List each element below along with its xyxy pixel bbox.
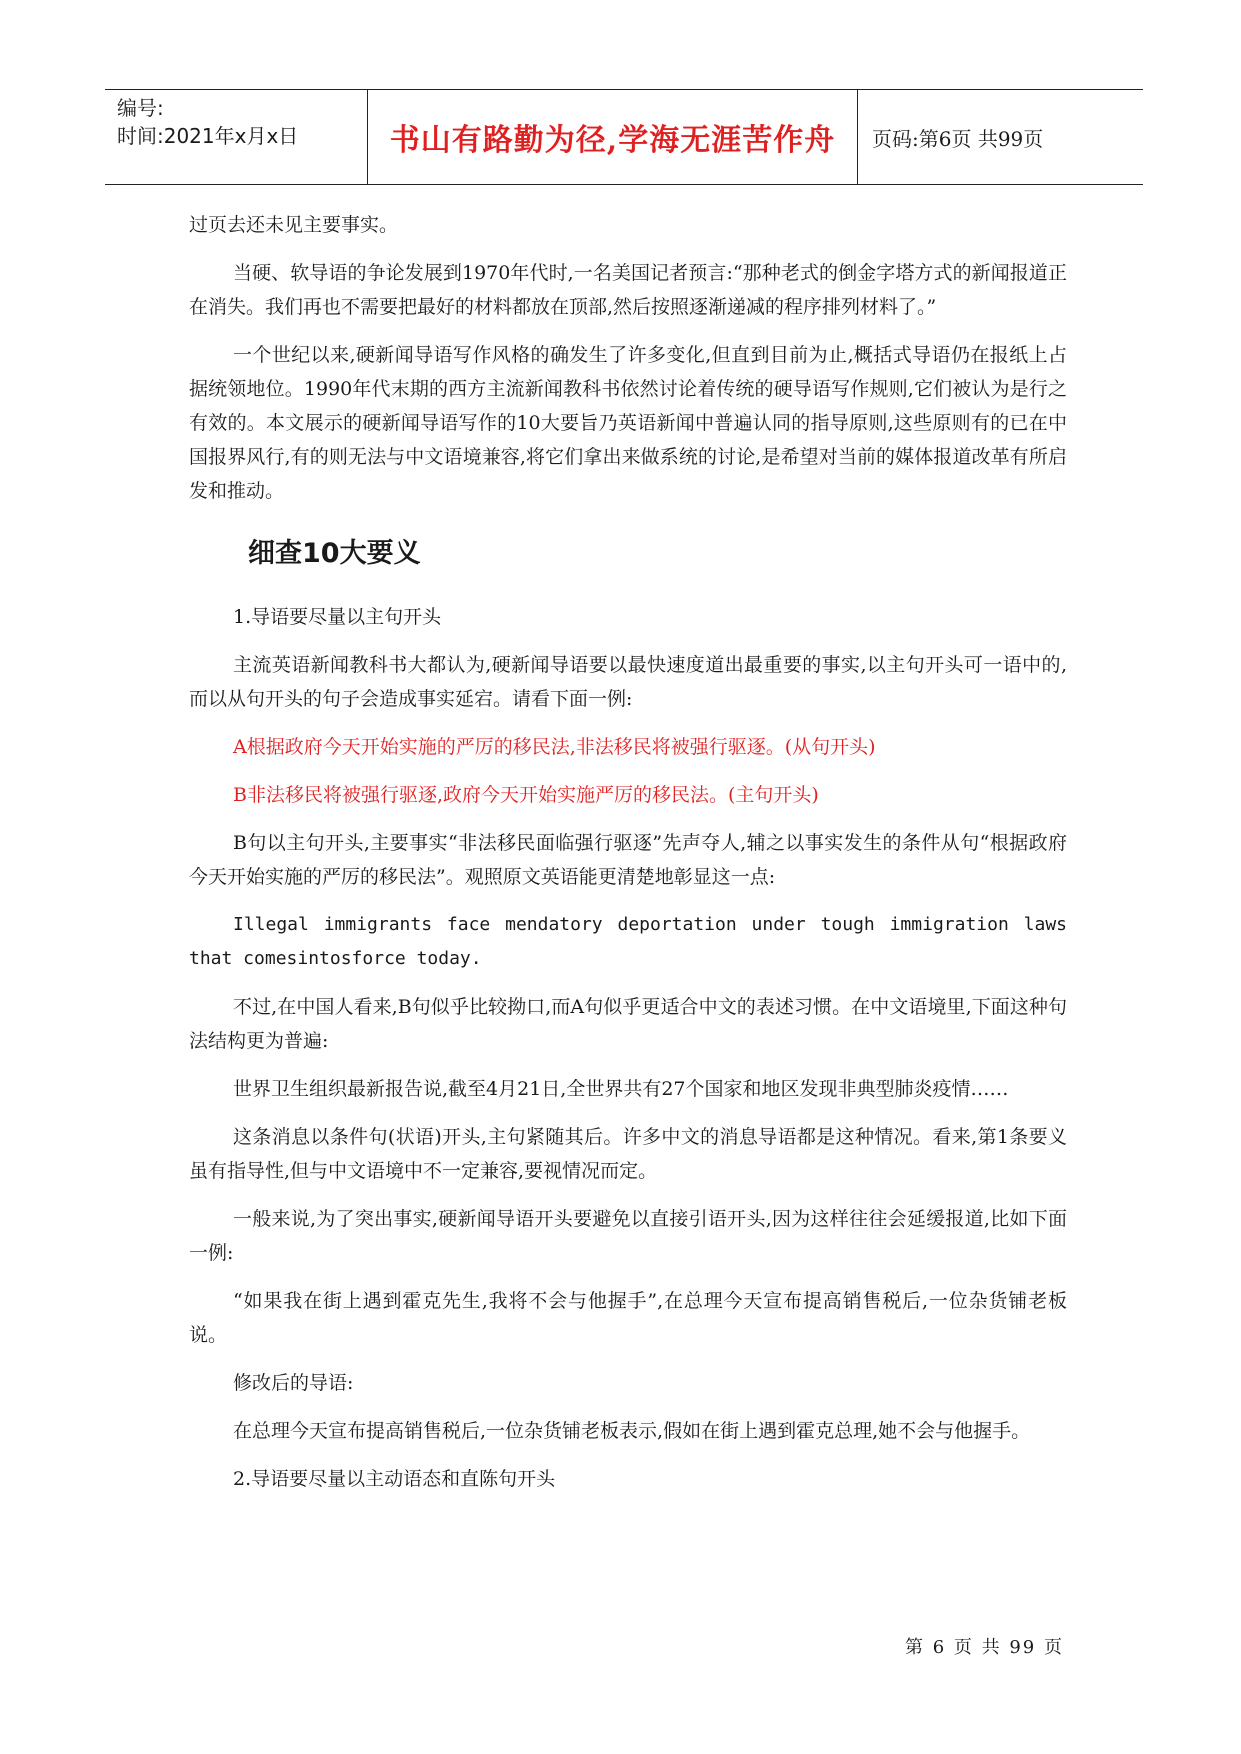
paragraph: B句以主句开头,主要事实“非法移民面临强行驱逐”先声夺人,辅之以事实发生的条件从句“根据政府今天开始实施的严厉的移民法”。观照原文英语能更清楚地彰显这一点:: [189, 832, 1067, 888]
paragraph: 修改后的导语:: [233, 1372, 354, 1394]
paragraph: 过页去还未见主要事实。: [189, 214, 399, 236]
section-title: 细查10大要义: [248, 538, 421, 569]
header-motto: 书山有路勤为径,学海无涯苦作舟: [368, 90, 858, 184]
paragraph: 世界卫生组织最新报告说,截至4月21日,全世界共有27个国家和地区发现非典型肺炎疫情……: [233, 1078, 1009, 1100]
header-meta-cell: [105, 90, 368, 184]
paragraph: 一个世纪以来,硬新闻导语写作风格的确发生了许多变化,但直到目前为止,概括式导语仍在报纸上占据统领地位。1990年代末期的西方主流新闻教科书依然讨论着传统的硬导语写作规则,它们被认为是行之有效的。本文展示的硬新闻导语写作的10大要旨乃英语新闻中普遍认同的指导原则,这些原则有的已在中国报界风行,有的则无法与中文语境兼容,将它们拿出来做系统的讨论,是希望对当前的媒体报道改革有所启发和推动。: [189, 344, 1067, 502]
paragraph: 这条消息以条件句(状语)开头,主句紧随其后。许多中文的消息导语都是这种情况。看来,第1条要义虽有指导性,但与中文语境中不一定兼容,要视情况而定。: [189, 1126, 1067, 1182]
time-label: 时间:2021年x月x日: [117, 124, 299, 148]
paragraph: “如果我在街上遇到霍克先生,我将不会与他握手”,在总理今天宣布提高销售税后,一位杂货铺老板说。: [189, 1290, 1067, 1346]
paragraph: 不过,在中国人看来,B句似乎比较拗口,而A句似乎更适合中文的表述习惯。在中文语境里,下面这种句法结构更为普遍:: [189, 996, 1067, 1052]
header-page-label: 页码:第6页 共99页: [872, 126, 1044, 151]
paragraph: 当硬、软导语的争论发展到1970年代时,一名美国记者预言:“那种老式的倒金字塔方式的新闻报道正在消失。我们再也不需要把最好的材料都放在顶部,然后按照逐渐递减的程序排列材料了。”: [189, 262, 1067, 318]
number-label: 编号:: [117, 96, 164, 120]
paragraph: 2.导语要尽量以主动语态和直陈句开头: [233, 1468, 556, 1490]
english-example: Illegal immigrants face mendatory deportation under tough immigration laws that comesintosforce today.: [189, 914, 1067, 969]
document-body: [189, 208, 1067, 1510]
document-header: [105, 89, 1143, 185]
paragraph: 1.导语要尽量以主句开头: [233, 606, 442, 628]
paragraph: 主流英语新闻教科书大都认为,硬新闻导语要以最快速度道出最重要的事实,以主句开头可一语中的,而以从句开头的句子会造成事实延宕。请看下面一例:: [189, 654, 1067, 710]
page-footer: 第 6 页 共 99 页: [905, 1637, 1064, 1658]
paragraph: 在总理今天宣布提高销售税后,一位杂货铺老板表示,假如在街上遇到霍克总理,她不会与他握手。: [233, 1420, 1031, 1442]
example-a: A根据政府今天开始实施的严厉的移民法,非法移民将被强行驱逐。(从句开头): [233, 736, 876, 758]
example-b: B非法移民将被强行驱逐,政府今天开始实施严厉的移民法。(主句开头): [233, 784, 819, 806]
paragraph: 一般来说,为了突出事实,硬新闻导语开头要避免以直接引语开头,因为这样往往会延缓报道,比如下面一例:: [189, 1208, 1067, 1264]
